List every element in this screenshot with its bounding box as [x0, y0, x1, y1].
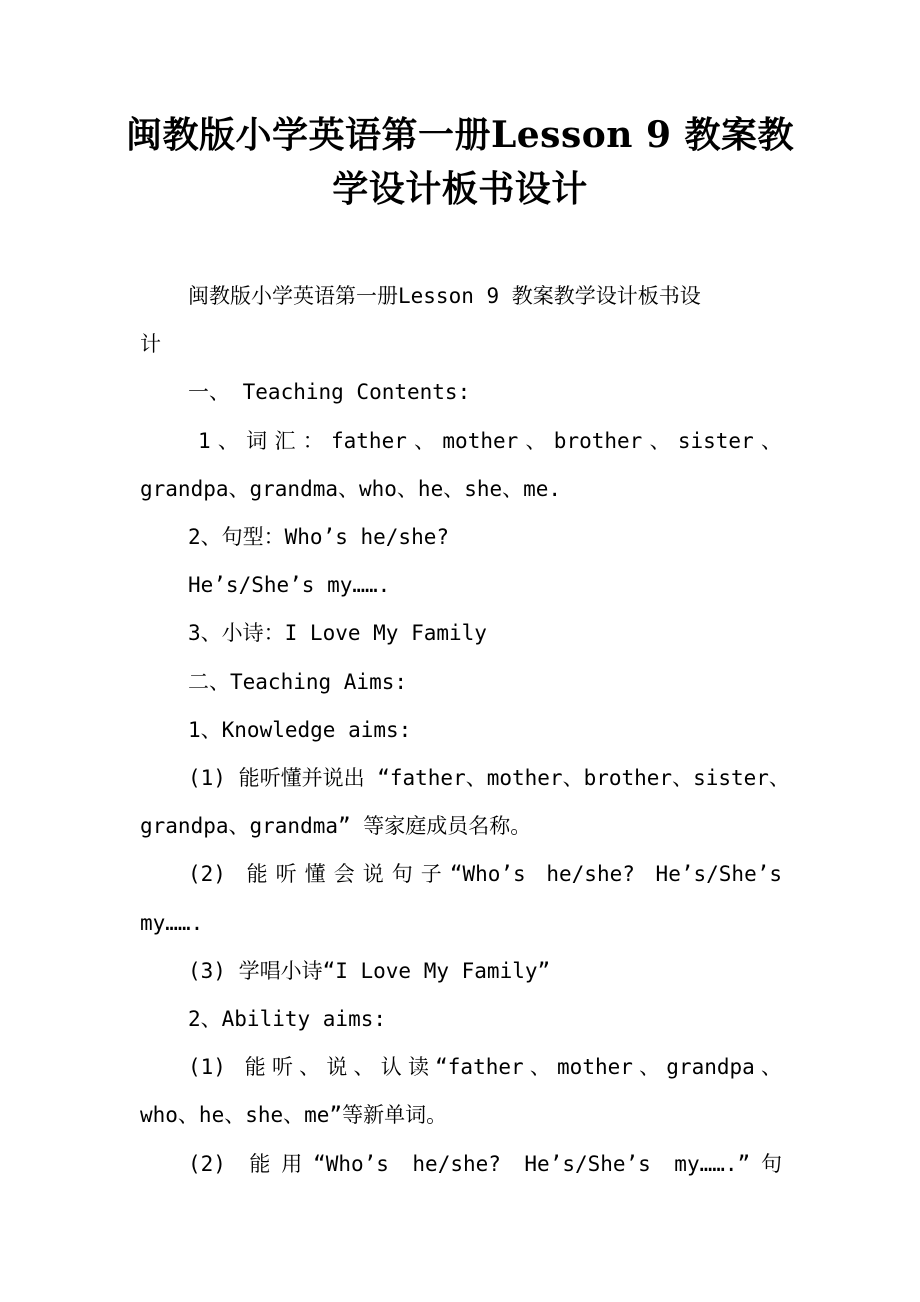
vocab-line: 1、词汇：father、mother、brother、sister、 — [198, 428, 782, 453]
sentence-pattern-line: 2、句型：Who’s he/she? — [188, 525, 450, 550]
ability-aim-1: (1) 能听、说、认读“father、mother、grandpa、 — [188, 1055, 782, 1080]
document-body — [140, 272, 790, 1188]
ability-aim-2: (2) 能用“Who’s he/she? He’s/She’s my…….”句 — [188, 1151, 782, 1176]
intro-line: 闽教版小学英语第一册Lesson 9 教案教学设计板书设 — [188, 284, 701, 308]
document-title — [120, 108, 800, 216]
poem-line: 3、小诗：I Love My Family — [188, 621, 487, 646]
title-line-1: 闽教版小学英语第一册Lesson 9 教案教 — [125, 114, 795, 156]
knowledge-aim-2-cont: my……. — [140, 910, 204, 935]
ability-aims-heading: 2、Ability aims: — [188, 1007, 387, 1032]
knowledge-aim-1-cont: grandpa、grandma” 等家庭成员名称。 — [140, 814, 532, 839]
sentence-pattern-answer: He’s/She’s my……. — [188, 573, 391, 598]
ability-aim-1-cont: who、he、she、me”等新单词。 — [140, 1103, 448, 1128]
knowledge-aim-2: (2) 能听懂会说句子“Who’s he/she? He’s/She’s — [188, 862, 782, 887]
vocab-line-cont: grandpa、grandma、who、he、she、me. — [140, 476, 562, 501]
section-heading-aims: 二、Teaching Aims: — [188, 669, 408, 694]
section-heading-contents: 一、 Teaching Contents: — [188, 380, 471, 405]
knowledge-aim-3: (3) 学唱小诗“I Love My Family” — [188, 958, 551, 983]
knowledge-aim-1: (1) 能听懂并说出 “father、mother、brother、sister、 — [188, 766, 790, 791]
title-line-2: 学设计板书设计 — [332, 168, 588, 210]
intro-line-cont: 计 — [140, 332, 161, 357]
knowledge-aims-heading: 1、Knowledge aims: — [188, 717, 412, 742]
